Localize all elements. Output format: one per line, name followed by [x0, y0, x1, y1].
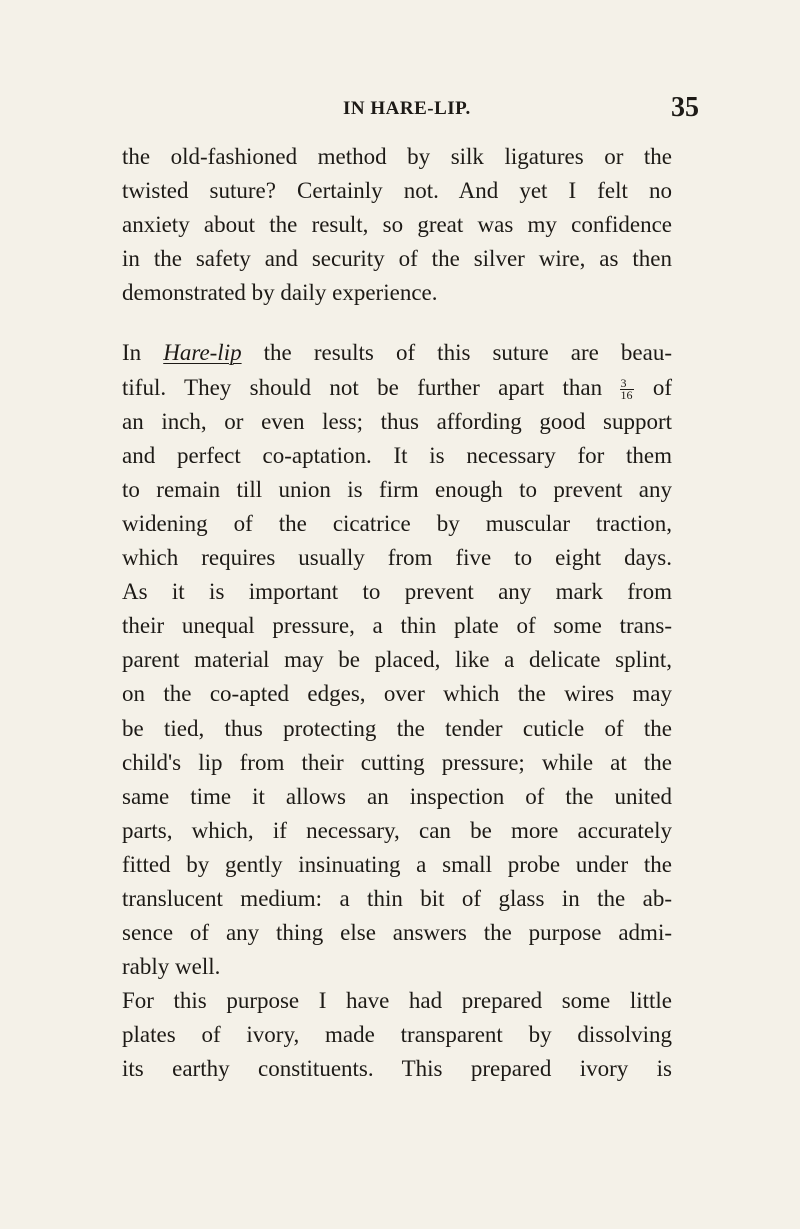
text-line: child's lip from their cutting pressure; while at the [122, 749, 672, 775]
text-line: its earthy constituents. This prepared ivory is [122, 1056, 672, 1082]
text-line: demonstrated by daily experience. [122, 280, 438, 306]
text-line [122, 336, 672, 370]
line-suffix: of [634, 374, 672, 400]
paragraph-3 [122, 984, 672, 1086]
running-title: IN HARE-LIP. [343, 98, 471, 119]
text-line: For this purpose I have had prepared some little [122, 988, 672, 1014]
text-line: their unequal pressure, a thin plate of some trans- [122, 613, 672, 639]
running-header [0, 92, 800, 128]
text-line: widening of the cicatrice by muscular traction, [122, 510, 672, 536]
italic-term: Hare-lip [163, 340, 242, 366]
text-line: translucent medium: a thin bit of glass in the ab- [122, 885, 672, 911]
body-text [122, 140, 672, 1087]
text-line: to remain till union is firm enough to prevent any [122, 476, 672, 502]
text-line [122, 371, 672, 405]
paragraph-spacer [122, 310, 672, 336]
fraction-numerator: 3 [620, 378, 634, 390]
paragraph-2 [122, 336, 672, 984]
paragraph-1 [122, 140, 672, 310]
text-line: plates of ivory, made transparent by dissolving [122, 1022, 672, 1048]
text-line: parent material may be placed, like a delicate splint, [122, 647, 672, 673]
text-line: rably well. [122, 954, 221, 980]
text-line: the old-fashioned method by silk ligatures or the [122, 144, 672, 169]
line-prefix: In [122, 340, 164, 366]
text-line: fitted by gently insinuating a small probe under the [122, 851, 672, 877]
text-line: sence of any thing else answers the purpose admi- [122, 920, 672, 946]
text-line: which requires usually from five to eight days. [122, 545, 672, 571]
text-line: be tied, thus protecting the tender cuticle of the [122, 715, 672, 741]
text-line: an inch, or even less; thus affording good support [122, 408, 672, 434]
fraction [620, 375, 634, 402]
line-prefix: tiful. They should not be further apart than [122, 374, 621, 400]
line-suffix: the results of this suture are beau- [241, 340, 672, 366]
text-line: anxiety about the result, so great was my confidence [122, 212, 672, 238]
text-line: same time it allows an inspection of the united [122, 783, 672, 809]
fraction-denominator: 16 [620, 387, 633, 402]
text-line: parts, which, if necessary, can be more accurately [122, 817, 672, 843]
page-number: 35 [671, 92, 699, 123]
text-line: in the safety and security of the silver wire, as then [122, 246, 672, 272]
text-line: As it is important to prevent any mark from [122, 579, 672, 605]
text-line: twisted suture? Certainly not. And yet I felt no [122, 178, 672, 204]
text-line: and perfect co-aptation. It is necessary for them [122, 442, 672, 468]
text-line: on the co-apted edges, over which the wires may [122, 681, 672, 707]
